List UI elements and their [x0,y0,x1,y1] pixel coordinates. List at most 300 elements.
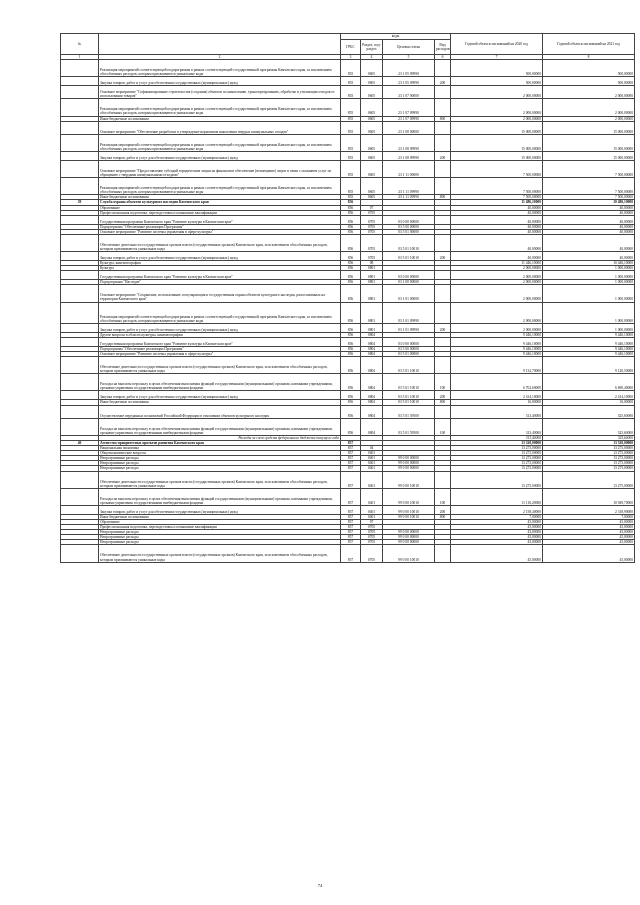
row-razdel: 0804 [361,391,383,400]
row-razdel: 0804 [361,352,383,357]
row-name: Основное мероприятие "Предоставление субсидий юридическим лицам на финансовое обеспечение (возмещение) затрат в связи с оказанием услуг по обращению с твердыми коммунальными отходами" [99,160,341,177]
row-target-article: 23 1 11 09990 [383,178,435,195]
row-amount-2020: 40,00000 [451,229,543,234]
row-target-article: 99 0 00 10010 [383,545,435,562]
row-expense-type: 800 [435,116,451,121]
row-amount-2020: 13 275,00000 [451,446,543,451]
row-razdel: 07 [361,205,383,210]
row-amount-2020: 313,40000 [451,418,543,435]
row-name: Закупка товаров, работ и услуг для обеспечения государственных (муниципальных) нужд [99,391,341,400]
table-row [61,285,635,302]
row-grbs: 856 [341,210,361,215]
header-tsel: Целевая статья [383,40,435,55]
row-number [61,160,99,177]
row-name: Расходы на выплаты персоналу в целях обеспечения выполнения функций государственными (муниципальными) органами, казенными учреждениями, органами управления государственными внебюджетными фондами [99,374,341,391]
row-razdel: 0705 [361,525,383,530]
row-grbs: 856 [341,418,361,435]
row-razdel: 0804 [361,418,383,435]
row-grbs: 856 [341,280,361,285]
row-name: Иные бюджетные ассигнования [99,195,341,200]
header-razdel: Раздел, под-раздел [361,40,383,55]
row-target-article: 03 5 01 00000 [383,352,435,357]
row-amount-2020: 45,00000 [451,545,543,562]
row-target-article: 03 5 01 10010 [383,374,435,391]
row-razdel: 0605 [361,151,383,160]
row-name: Национальная экономика [99,446,341,451]
row-name: Основное мероприятие "Развитие системы управления в сфере культуры" [99,229,341,234]
row-target-article: 03 5 00 00000 [383,224,435,229]
row-grbs: 857 [341,461,361,466]
row-name: Расходы на выплаты персоналу в целях обеспечения выполнения функций государственными (муниципальными) органами, казенными учреждениями, органами управления государственными внебюджетными фондами [99,418,341,435]
row-grbs: 857 [341,545,361,562]
row-name: Профессиональная подготовка, переподготовка и повышение квалификации [99,210,341,215]
row-amount-2021: 15 000,00000 [543,151,635,160]
table-row [61,99,635,116]
row-grbs: 856 [341,234,361,251]
row-expense-type [435,337,451,346]
row-grbs: 856 [341,357,361,374]
table-row [61,134,635,151]
table-row [61,302,635,323]
row-number [61,134,99,151]
row-razdel: 0705 [361,210,383,215]
row-name: Культура, кинематография [99,261,341,266]
row-grbs: 855 [341,178,361,195]
table-row [61,545,635,562]
row-number [61,121,99,134]
row-razdel: 04 [361,446,383,451]
row-amount-2021: 13 275,00000 [543,471,635,488]
row-razdel: 0804 [361,337,383,346]
header-index-cell: 5 [383,55,435,60]
row-amount-2020: 2 000,00000 [451,86,543,99]
row-razdel: 0705 [361,530,383,535]
row-number [61,99,99,116]
row-name: Общеэкономические вопросы [99,451,341,456]
row-name: Непрограммные расходы [99,530,341,535]
table-row [61,488,635,505]
row-razdel: 0801 [361,302,383,323]
row-number [61,357,99,374]
row-grbs: 857 [341,530,361,535]
row-amount-2021: 1 000,00000 [543,285,635,302]
row-target-article: 03 5 01 59500 [383,418,435,435]
row-target-article: 99 0 00 00000 [383,461,435,466]
row-grbs: 855 [341,60,361,77]
row-amount-2021: 9 446,10000 [543,352,635,357]
row-amount-2020: 2 000,00000 [451,285,543,302]
row-razdel: 0705 [361,215,383,224]
row-expense-type: 200 [435,323,451,332]
row-target-article: 99 0 00 00000 [383,530,435,535]
row-amount-2020: 9 132,70000 [451,357,543,374]
row-razdel: 0401 [361,505,383,514]
row-razdel: 0401 [361,471,383,488]
row-amount-2021: 1 000,00000 [543,271,635,280]
header-grbs: ГРБС [341,40,361,55]
row-razdel: 0705 [361,540,383,545]
row-grbs: 857 [341,540,361,545]
row-grbs: 856 [341,205,361,210]
row-razdel: 0401 [361,461,383,466]
row-grbs: 855 [341,195,361,200]
row-number [61,215,99,224]
row-razdel: 0804 [361,400,383,405]
row-target-article: 23 1 11 00000 [383,160,435,177]
table-row [61,160,635,177]
row-grbs: 857 [341,519,361,524]
row-amount-2021: 2 000,00000 [543,86,635,99]
row-target-article: 23 1 05 09990 [383,60,435,77]
row-amount-2020: 15 000,00000 [451,134,543,151]
row-amount-2020: 40,00000 [451,234,543,251]
row-grbs: 856 [341,285,361,302]
row-amount-2020: 40,00000 [451,215,543,224]
row-name: Обеспечение деятельности государственных органов власти (государственных органов) Камчатского края, за исключением обособленных расходов, которым присваиваются уникальные коды [99,545,341,562]
table-row [61,271,635,280]
row-number: 39 [61,200,99,205]
row-name: Непрограммные расходы [99,461,341,466]
row-name: Основное мероприятие "Развитие системы управления в сфере культуры" [99,352,341,357]
row-amount-2021: 2 000,00000 [543,116,635,121]
row-target-article: 03 5 01 10010 [383,391,435,400]
row-amount-2021: 40,00000 [543,234,635,251]
row-name: Закупка товаров, работ и услуг для обеспечения государственных (муниципальных) нужд [99,323,341,332]
row-amount-2020: 40,00000 [451,205,543,210]
row-amount-2020: 16,00000 [451,400,543,405]
row-amount-2021: 45,00000 [543,540,635,545]
row-amount-2021: 45,00000 [543,519,635,524]
row-razdel: 0801 [361,266,383,271]
row-razdel: 0705 [361,252,383,261]
row-name: Реализация мероприятий соответствующей подпрограммы в рамках соответствующей государственной программы Камчатского края, за исключением обособленных расходов, которым присваиваются уникальные коды [99,60,341,77]
row-amount-2021: 13 275,00000 [543,451,635,456]
table-row [61,357,635,374]
row-amount-2021: 16,00000 [543,400,635,405]
row-target-article: 03 1 01 00000 [383,285,435,302]
row-name: Профессиональная подготовка, переподготовка и повышение квалификации [99,525,341,530]
row-razdel: 0705 [361,535,383,540]
row-razdel: 0605 [361,195,383,200]
row-target-article: 03 5 01 00000 [383,229,435,234]
row-target-article: 23 1 08 09990 [383,134,435,151]
table-row [61,252,635,261]
row-razdel: 0705 [361,224,383,229]
row-amount-2021: 10 446,10000 [543,261,635,266]
row-amount-2020: 2 000,00000 [451,99,543,116]
row-razdel: 0804 [361,405,383,418]
row-target-article: 99 0 00 10010 [383,488,435,505]
row-grbs: 857 [341,488,361,505]
row-target-article: 23 1 11 09990 [383,195,435,200]
row-target-article: 99 0 00 10010 [383,471,435,488]
row-target-article: 99 0 00 10010 [383,514,435,519]
row-expense-type [435,271,451,280]
row-target-article: 99 0 00 00000 [383,466,435,471]
row-number [61,60,99,77]
row-razdel: 0801 [361,323,383,332]
table-row [61,391,635,400]
row-amount-2021: 13 275,00000 [543,446,635,451]
row-name: Культура [99,266,341,271]
row-amount-2021: 1 000,00000 [543,266,635,271]
row-amount-2021: 1 000,00000 [543,280,635,285]
row-expense-type [435,134,451,151]
row-amount-2021: 9 446,10000 [543,332,635,337]
row-name: Государственная программа Камчатского края "Развитие культуры в Камчатском крае" [99,337,341,346]
row-razdel: 0705 [361,545,383,562]
row-number [61,505,99,514]
row-target-article: 03 5 01 10010 [383,400,435,405]
row-name: Обеспечение деятельности государственных органов власти (государственных органов) Камчатского края, за исключением обособленных расходов, которым присваиваются уникальные коды [99,471,341,488]
budget-table-sheet [60,33,634,563]
row-name: Непрограммные расходы [99,466,341,471]
table-row [61,178,635,195]
row-razdel: 0804 [361,346,383,351]
row-expense-type: 800 [435,195,451,200]
row-amount-2020: 500,00000 [451,77,543,86]
row-name: Закупка товаров, работ и услуг для обеспечения государственных (муниципальных) нужд [99,151,341,160]
row-target-article: 23 1 08 09990 [383,151,435,160]
table-row [61,121,635,134]
row-grbs: 856 [341,229,361,234]
row-razdel: 0401 [361,488,383,505]
row-razdel: 0801 [361,285,383,302]
table-row [61,77,635,86]
row-amount-2021: 9 446,10000 [543,337,635,346]
row-razdel: 0605 [361,60,383,77]
table-row [61,418,635,435]
row-name: Подпрограмма "Обеспечение реализации Программы" [99,346,341,351]
row-razdel: 0605 [361,77,383,86]
row-grbs: 856 [341,323,361,332]
row-amount-2020: 15 000,00000 [451,151,543,160]
header-index-cell: 3 [341,55,361,60]
row-name: Реализация мероприятий соответствующей подпрограммы в рамках соответствующей государственной программы Камчатского края, за исключением обособленных расходов, которым присваиваются уникальные коды [99,302,341,323]
row-name: Реализация мероприятий соответствующей подпрограммы в рамках соответствующей государственной программы Камчатского края, за исключением обособленных расходов, которым присваиваются уникальные коды [99,134,341,151]
row-expense-type [435,99,451,116]
row-amount-2020: 2 414,10000 [451,391,543,400]
header-index-cell: 2 [99,55,341,60]
row-amount-2021: 10 486,10000 [543,200,635,205]
row-razdel: 0401 [361,456,383,461]
row-amount-2021: 2 318,90000 [543,505,635,514]
table-row [61,86,635,99]
row-number [61,285,99,302]
row-expense-type: 100 [435,488,451,505]
row-target-article: 03 5 01 10010 [383,234,435,251]
row-amount-2021: 10 949,70000 [543,488,635,505]
row-amount-2021: 13 320,00000 [543,440,635,445]
page-number: 74 [317,883,323,888]
row-name: Иные бюджетные ассигнования [99,116,341,121]
row-grbs: 856 [341,352,361,357]
row-amount-2020: 15 000,00000 [451,121,543,134]
row-name: Расходы на выплаты персоналу в целях обеспечения выполнения функций государственными (муниципальными) органами, казенными учреждениями, органами управления государственными внебюджетными фондами [99,488,341,505]
row-amount-2021: 40,00000 [543,224,635,229]
row-name: Закупка товаров, работ и услуг для обеспечения государственных (муниципальных) нужд [99,252,341,261]
header-index-cell: 6 [435,55,451,60]
row-amount-2021: 6 690,40000 [543,374,635,391]
row-target-article: 99 0 00 00000 [383,535,435,540]
row-amount-2021: 1 000,00000 [543,323,635,332]
row-target-article: 23 1 07 09990 [383,99,435,116]
row-amount-2020: 2 000,00000 [451,271,543,280]
row-number [61,418,99,435]
row-amount-2021: 13 275,00000 [543,456,635,461]
table-row [61,374,635,391]
row-expense-type [435,60,451,77]
row-name: Иные бюджетные ассигнования [99,400,341,405]
row-amount-2021: 40,00000 [543,215,635,224]
row-grbs: 855 [341,99,361,116]
row-amount-2021: 500,00000 [543,60,635,77]
row-grbs: 856 [341,266,361,271]
row-razdel: 0804 [361,374,383,391]
row-amount-2020: 7 500,00000 [451,178,543,195]
header-index-cell: 1 [61,55,99,60]
row-target-article: 23 1 05 09990 [383,77,435,86]
row-grbs: 856 [341,374,361,391]
row-expense-type [435,471,451,488]
header-name [99,34,341,55]
row-amount-2020: 7 500,00000 [451,195,543,200]
row-amount-2020: 7 500,00000 [451,160,543,177]
row-grbs: 855 [341,86,361,99]
row-amount-2021: 40,00000 [543,229,635,234]
row-razdel: 0801 [361,271,383,280]
row-name: Непрограммные расходы [99,540,341,545]
row-target-article: 23 1 07 00000 [383,86,435,99]
row-amount-2020: 500,00000 [451,60,543,77]
row-number [61,471,99,488]
row-grbs: 855 [341,121,361,134]
row-amount-2021: 9 446,10000 [543,346,635,351]
row-amount-2021: 40,00000 [543,205,635,210]
row-name: Образование [99,519,341,524]
row-amount-2020: 45,00000 [451,525,543,530]
row-name: Агентство приоритетных проектов развития Камчатского края [99,440,341,445]
row-number: 40 [61,440,99,445]
row-name: Обеспечение деятельности государственных органов власти (государственных органов) Камчатского края, за исключением обособленных расходов, которым присваиваются уникальные коды [99,357,341,374]
row-grbs: 857 [341,535,361,540]
row-expense-type: 100 [435,418,451,435]
row-amount-2021: 13 275,00000 [543,466,635,471]
row-amount-2021: 45,00000 [543,530,635,535]
row-grbs: 856 [341,271,361,280]
header-codes: коды [341,34,451,40]
row-razdel: 0401 [361,451,383,456]
table-row [61,151,635,160]
row-expense-type [435,357,451,374]
row-number [61,302,99,323]
table-body [61,60,635,563]
table-row [61,323,635,332]
row-amount-2020: 2 000,00000 [451,302,543,323]
row-name: Закупка товаров, работ и услуг для обеспечения государственных (муниципальных) нужд [99,77,341,86]
row-grbs: 856 [341,391,361,400]
row-razdel: 0401 [361,514,383,519]
row-amount-2020: 13 275,00000 [451,451,543,456]
row-grbs: 855 [341,77,361,86]
row-amount-2020: 2 158,40000 [451,505,543,514]
row-name: Основное мероприятие "Обеспечение разработки и утверждение нормативов накопления твердых коммунальных отходов" [99,121,341,134]
row-number [61,391,99,400]
row-razdel: 0605 [361,134,383,151]
table-row [61,471,635,488]
row-grbs: 857 [341,456,361,461]
row-grbs: 856 [341,252,361,261]
row-name: Основное мероприятие "Софинансирование строительства (создания) объектов по накоплению, транспортированию, обработке и утилизации отходов от использования товаров" [99,86,341,99]
row-name: Расходы за счет средств федерального бюджета текущего года [99,435,341,440]
row-amount-2020: 40,00000 [451,224,543,229]
row-amount-2021: 15 000,00000 [543,134,635,151]
row-number [61,77,99,86]
row-grbs: 856 [341,337,361,346]
header-num: № [61,34,99,55]
row-name: Реализация мероприятий соответствующей подпрограммы в рамках соответствующей государственной программы Камчатского края, за исключением обособленных расходов, которым присваиваются уникальные коды [99,99,341,116]
row-amount-2020: 2 000,00000 [451,323,543,332]
row-amount-2020: 313,40000 [451,405,543,418]
row-amount-2021: 45,00000 [543,535,635,540]
row-grbs: 856 [341,405,361,418]
row-amount-2021: 40,00000 [543,252,635,261]
row-grbs: 856 [341,332,361,337]
row-target-article: 03 1 00 00000 [383,280,435,285]
row-expense-type [435,178,451,195]
row-expense-type [435,545,451,562]
row-razdel: 07 [361,519,383,524]
row-expense-type: 200 [435,77,451,86]
row-grbs: 856 [341,302,361,323]
row-target-article: 03 0 00 00000 [383,337,435,346]
row-grbs: 855 [341,151,361,160]
table-row [61,60,635,77]
row-grbs: 857 [341,440,361,445]
row-amount-2020: 2 000,00000 [451,280,543,285]
row-target-article: 03 0 00 00000 [383,215,435,224]
row-razdel: 0605 [361,116,383,121]
row-name: Закупка товаров, работ и услуг для обеспечения государственных (муниципальных) нужд [99,505,341,514]
row-amount-2020: 9 446,10000 [451,337,543,346]
row-amount-2021: 325,60000 [543,435,635,440]
table-row [61,505,635,514]
row-name: Образование [99,205,341,210]
row-target-article: 23 1 08 00000 [383,121,435,134]
row-target-article: 03 5 01 59500 [383,405,435,418]
row-razdel: 0605 [361,160,383,177]
row-amount-2021: 13 275,00000 [543,461,635,466]
row-grbs: 856 [341,400,361,405]
row-amount-2021: 7 500,00000 [543,195,635,200]
row-number [61,86,99,99]
row-amount-2020: 2 000,00000 [451,266,543,271]
budget-table [60,33,635,563]
row-amount-2020: 40,00000 [451,252,543,261]
row-target-article: 99 0 00 10010 [383,505,435,514]
row-grbs: 857 [341,505,361,514]
row-amount-2021: 325,60000 [543,405,635,418]
row-razdel: 0801 [361,280,383,285]
row-amount-2020: 45,00000 [451,535,543,540]
row-grbs: 857 [341,471,361,488]
row-amount-2020: 45,00000 [451,530,543,535]
row-amount-2020: 13 275,00000 [451,471,543,488]
header-index-cell: 8 [543,55,635,60]
row-razdel: 0705 [361,229,383,234]
row-grbs: 856 [341,200,361,205]
row-name: Иные бюджетные ассигнования [99,514,341,519]
